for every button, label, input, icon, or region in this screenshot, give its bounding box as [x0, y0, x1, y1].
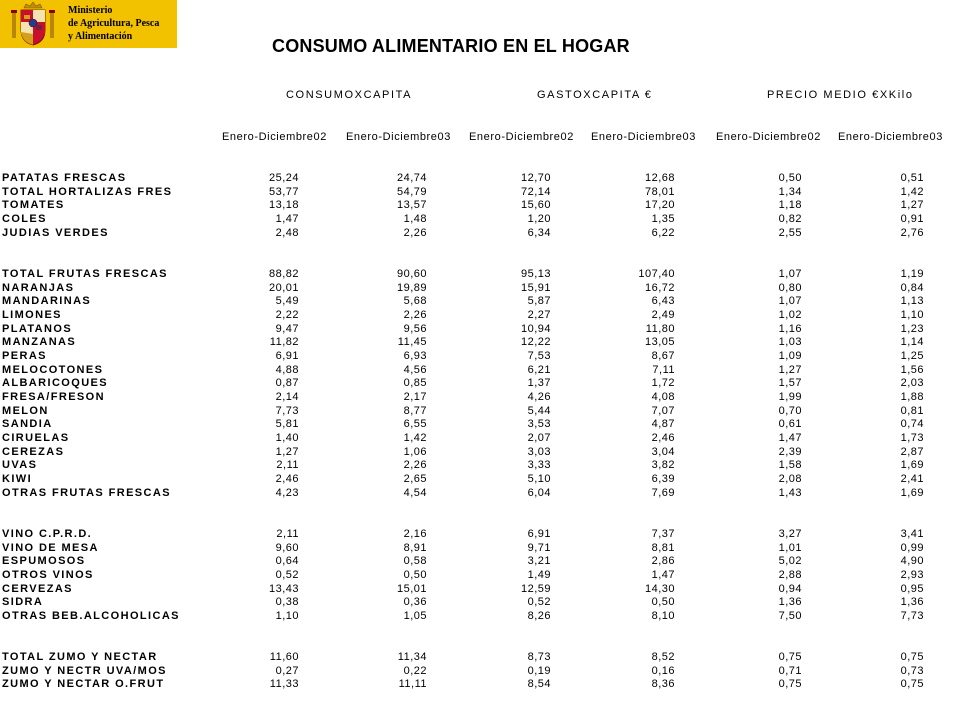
- ministry-name: Ministerio de Agricultura, Pesca y Alimentación: [68, 5, 160, 42]
- cell-value: 3,41: [900, 527, 924, 540]
- row-label: MELOCOTONES: [2, 363, 104, 376]
- row-label: PATATAS FRESCAS: [2, 172, 127, 184]
- cell-value: 0,36: [403, 596, 427, 609]
- cell-value: 0,99: [900, 541, 924, 554]
- cell-value: 2,76: [900, 226, 924, 239]
- cell-value: 0,75: [900, 651, 924, 664]
- cell-value: 2,46: [651, 432, 675, 445]
- cell-value: 4,87: [651, 418, 675, 431]
- cell-value: 2,86: [651, 555, 675, 568]
- cell-value: 0,61: [778, 418, 802, 431]
- table-row: [0, 418, 960, 432]
- cell-value: 53,77: [268, 185, 299, 198]
- table-row: [0, 405, 960, 419]
- cell-value: 13,43: [268, 582, 299, 595]
- page-title: CONSUMO ALIMENTARIO EN EL HOGAR: [272, 36, 630, 56]
- cell-value: 6,43: [651, 295, 675, 308]
- cell-value: 1,16: [778, 322, 802, 335]
- cell-value: 1,35: [651, 213, 675, 226]
- cell-value: 2,14: [275, 391, 299, 404]
- row-label: MANDARINAS: [2, 295, 92, 308]
- cell-value: 1,27: [275, 445, 299, 458]
- row-label: ALBARICOQUES: [2, 377, 109, 390]
- cell-value: 0,22: [403, 664, 427, 677]
- cell-value: 7,69: [651, 486, 675, 499]
- cell-value: 5,49: [275, 295, 299, 308]
- cell-value: 1,18: [778, 199, 802, 212]
- cell-value: 1,42: [900, 185, 924, 198]
- cell-value: 2,11: [276, 459, 299, 472]
- row-label: CERVEZAS: [2, 582, 73, 595]
- cell-value: 11,45: [397, 336, 427, 349]
- cell-value: 9,47: [275, 322, 299, 335]
- row-label: KIWI: [2, 473, 33, 486]
- cell-value: 1,07: [778, 267, 802, 280]
- cell-value: 1,47: [778, 432, 802, 445]
- cell-value: 3,82: [651, 459, 675, 472]
- table-row: [0, 282, 960, 296]
- cell-value: 24,74: [396, 172, 427, 184]
- row-label: TOTAL FRUTAS FRESCAS: [2, 267, 168, 280]
- row-label: MELON: [2, 404, 49, 417]
- cell-value: 1,02: [778, 308, 802, 321]
- table-row: [0, 227, 960, 241]
- cell-value: 7,53: [527, 349, 551, 362]
- table-row: [0, 295, 960, 309]
- cell-value: 1,69: [900, 486, 924, 499]
- cell-value: 0,70: [778, 404, 802, 417]
- table-row: [0, 377, 960, 391]
- cell-value: 1,19: [900, 267, 924, 280]
- cell-value: 5,10: [527, 473, 551, 486]
- cell-value: 1,25: [900, 349, 924, 362]
- cell-value: 6,55: [403, 418, 427, 431]
- cell-value: 11,11: [398, 678, 427, 691]
- table-row: [0, 268, 960, 282]
- cell-value: 1,03: [778, 336, 802, 349]
- cell-value: 13,57: [396, 199, 427, 212]
- section-spacer: [0, 240, 960, 267]
- column-header: Enero-Diciembre03: [346, 131, 451, 143]
- row-label: ZUMO Y NECTR UVA/MOS: [2, 664, 167, 677]
- table-row: [0, 610, 960, 624]
- row-label: VINO DE MESA: [2, 541, 99, 554]
- row-label: CEREZAS: [2, 445, 65, 458]
- cell-value: 2,27: [527, 308, 551, 321]
- cell-value: 1,99: [778, 391, 802, 404]
- cell-value: 95,13: [520, 267, 551, 280]
- cell-value: 7,50: [778, 610, 802, 623]
- row-label: UVAS: [2, 459, 38, 472]
- row-label: COLES: [2, 213, 47, 226]
- cell-value: 1,56: [900, 363, 924, 376]
- cell-value: 0,50: [651, 596, 675, 609]
- cell-value: 7,07: [651, 404, 675, 417]
- table-row: [0, 323, 960, 337]
- cell-value: 1,09: [778, 349, 802, 362]
- cell-value: 4,90: [900, 555, 924, 568]
- cell-value: 1,34: [778, 185, 802, 198]
- cell-value: 4,54: [403, 486, 427, 499]
- cell-value: 72,14: [520, 185, 551, 198]
- cell-value: 11,60: [269, 651, 299, 664]
- cell-value: 8,54: [527, 678, 551, 691]
- cell-value: 8,77: [403, 404, 427, 417]
- cell-value: 1,42: [403, 432, 427, 445]
- cell-value: 8,10: [651, 610, 675, 623]
- cell-value: 6,22: [651, 226, 675, 239]
- cell-value: 1,27: [778, 363, 802, 376]
- row-label: PERAS: [2, 349, 47, 362]
- cell-value: 16,72: [644, 281, 675, 294]
- cell-value: 8,67: [651, 349, 675, 362]
- cell-value: 15,60: [520, 199, 551, 212]
- cell-value: 2,16: [403, 527, 427, 540]
- ministry-logo: [0, 0, 177, 48]
- cell-value: 5,68: [403, 295, 427, 308]
- table-row: [0, 309, 960, 323]
- table-row: [0, 542, 960, 556]
- cell-value: 0,74: [900, 418, 924, 431]
- table-row: [0, 213, 960, 227]
- cell-value: 5,02: [778, 555, 802, 568]
- cell-value: 1,37: [527, 377, 551, 390]
- cell-value: 7,73: [275, 404, 299, 417]
- cell-value: 19,89: [396, 281, 427, 294]
- cell-value: 0,82: [778, 213, 802, 226]
- row-label: ZUMO Y NECTAR O.FRUT: [2, 678, 165, 691]
- row-label: OTRAS FRUTAS FRESCAS: [2, 486, 171, 499]
- row-label: PLATANOS: [2, 322, 73, 335]
- cell-value: 1,05: [403, 610, 427, 623]
- column-header: Enero-Diciembre02: [469, 131, 574, 143]
- cell-value: 12,22: [520, 336, 551, 349]
- cell-value: 0,84: [900, 281, 924, 294]
- cell-value: 1,13: [900, 295, 924, 308]
- cell-value: 15,01: [396, 582, 427, 595]
- cell-value: 1,01: [778, 541, 802, 554]
- cell-value: 0,75: [778, 651, 802, 664]
- cell-value: 0,51: [900, 172, 924, 184]
- cell-value: 3,33: [527, 459, 551, 472]
- row-label: TOTAL HORTALIZAS FRES: [2, 185, 173, 198]
- cell-value: 0,81: [900, 404, 924, 417]
- table-row: [0, 446, 960, 460]
- cell-value: 1,48: [403, 213, 427, 226]
- cell-value: 0,50: [403, 568, 427, 581]
- table-row: [0, 555, 960, 569]
- cell-value: 1,06: [403, 445, 427, 458]
- column-header: Enero-Diciembre02: [222, 131, 327, 143]
- cell-value: 13,18: [268, 199, 299, 212]
- cell-value: 54,79: [396, 185, 427, 198]
- row-label: TOTAL ZUMO Y NECTAR: [2, 651, 158, 664]
- cell-value: 1,40: [275, 432, 299, 445]
- table-row: [0, 487, 960, 501]
- cell-value: 1,88: [900, 391, 924, 404]
- cell-value: 3,21: [527, 555, 551, 568]
- cell-value: 0,85: [403, 377, 427, 390]
- column-header: Enero-Diciembre03: [591, 131, 696, 143]
- cell-value: 1,14: [900, 336, 924, 349]
- cell-value: 1,20: [527, 213, 551, 226]
- cell-value: 3,03: [527, 445, 551, 458]
- cell-value: 1,36: [778, 596, 802, 609]
- cell-value: 2,26: [403, 459, 427, 472]
- cell-value: 20,01: [268, 281, 299, 294]
- cell-value: 15,91: [520, 281, 551, 294]
- table-row: [0, 459, 960, 473]
- cell-value: 1,36: [900, 596, 924, 609]
- cell-value: 1,27: [900, 199, 924, 212]
- cell-value: 6,04: [527, 486, 551, 499]
- cell-value: 6,21: [527, 363, 551, 376]
- cell-value: 0,50: [778, 172, 802, 184]
- cell-value: 2,48: [275, 226, 299, 239]
- cell-value: 10,94: [520, 322, 551, 335]
- column-header: Enero-Diciembre02: [716, 131, 821, 143]
- cell-value: 1,72: [651, 377, 675, 390]
- cell-value: 11,82: [269, 336, 299, 349]
- cell-value: 2,26: [403, 308, 427, 321]
- table-row: [0, 391, 960, 405]
- cell-value: 1,23: [900, 322, 924, 335]
- cell-value: 2,55: [778, 226, 802, 239]
- cell-value: 0,75: [900, 678, 924, 691]
- table-row: [0, 596, 960, 610]
- cell-value: 6,91: [275, 349, 299, 362]
- cell-value: 1,57: [778, 377, 802, 390]
- row-label: SANDIA: [2, 418, 53, 431]
- cell-value: 2,93: [900, 568, 924, 581]
- cell-value: 2,26: [403, 226, 427, 239]
- cell-value: 0,75: [778, 678, 802, 691]
- cell-value: 0,95: [900, 582, 924, 595]
- cell-value: 9,71: [527, 541, 551, 554]
- cell-value: 0,64: [275, 555, 299, 568]
- cell-value: 4,26: [527, 391, 551, 404]
- cell-value: 5,44: [527, 404, 551, 417]
- row-label: ESPUMOSOS: [2, 555, 86, 568]
- cell-value: 8,26: [527, 610, 551, 623]
- cell-value: 2,46: [275, 473, 299, 486]
- cell-value: 4,08: [651, 391, 675, 404]
- cell-value: 4,88: [275, 363, 299, 376]
- cell-value: 2,49: [651, 308, 675, 321]
- cell-value: 5,81: [275, 418, 299, 431]
- cell-value: 1,07: [778, 295, 802, 308]
- cell-value: 1,47: [275, 213, 299, 226]
- cell-value: 0,80: [778, 281, 802, 294]
- cell-value: 2,03: [900, 377, 924, 390]
- cell-value: 9,56: [403, 322, 427, 335]
- cell-value: 8,52: [651, 651, 675, 664]
- table-row: [0, 583, 960, 597]
- cell-value: 7,11: [652, 363, 675, 376]
- cell-value: 1,49: [527, 568, 551, 581]
- cell-value: 78,01: [644, 185, 675, 198]
- cell-value: 1,43: [778, 486, 802, 499]
- cell-value: 1,58: [778, 459, 802, 472]
- table-row: [0, 336, 960, 350]
- cell-value: 0,38: [275, 596, 299, 609]
- group-header-gasto: GASTOXCAPITA €: [537, 89, 653, 101]
- row-label: OTROS VINOS: [2, 568, 94, 581]
- table-row: [0, 199, 960, 213]
- cell-value: 0,94: [778, 582, 802, 595]
- cell-value: 2,65: [403, 473, 427, 486]
- cell-value: 0,73: [900, 664, 924, 677]
- cell-value: 2,88: [778, 568, 802, 581]
- cell-value: 7,37: [651, 527, 675, 540]
- coat-of-arms-icon: [10, 2, 56, 46]
- cell-value: 8,91: [403, 541, 427, 554]
- cell-value: 0,58: [403, 555, 427, 568]
- cell-value: 0,19: [527, 664, 551, 677]
- row-label: SIDRA: [2, 596, 44, 609]
- cell-value: 107,40: [638, 267, 675, 280]
- table-row: [0, 678, 960, 692]
- cell-value: 8,73: [527, 651, 551, 664]
- row-label: VINO C.P.R.D.: [2, 527, 93, 540]
- cell-value: 2,11: [276, 527, 299, 540]
- cell-value: 0,91: [900, 213, 924, 226]
- group-header-consumo: CONSUMOXCAPITA: [286, 89, 413, 101]
- table-row: [0, 172, 960, 186]
- cell-value: 6,93: [403, 349, 427, 362]
- cell-value: 8,81: [651, 541, 675, 554]
- cell-value: 2,87: [900, 445, 924, 458]
- cell-value: 11,33: [269, 678, 299, 691]
- section-spacer: [0, 501, 960, 528]
- cell-value: 11,80: [645, 322, 675, 335]
- table-row: [0, 364, 960, 378]
- cell-value: 4,56: [403, 363, 427, 376]
- column-header: Enero-Diciembre03: [838, 131, 943, 143]
- cell-value: 0,52: [275, 568, 299, 581]
- cell-value: 2,22: [275, 308, 299, 321]
- cell-value: 14,30: [644, 582, 675, 595]
- table-row: [0, 186, 960, 200]
- cell-value: 17,20: [644, 199, 675, 212]
- cell-value: 0,71: [778, 664, 802, 677]
- cell-value: 90,60: [396, 267, 427, 280]
- cell-value: 88,82: [268, 267, 299, 280]
- cell-value: 5,87: [527, 295, 551, 308]
- cell-value: 8,36: [651, 678, 675, 691]
- cell-value: 0,27: [275, 664, 299, 677]
- table-row: [0, 651, 960, 665]
- row-label: FRESA/FRESON: [2, 391, 105, 404]
- cell-value: 2,17: [403, 391, 427, 404]
- table-row: [0, 350, 960, 364]
- table-row: [0, 665, 960, 679]
- table-row: [0, 528, 960, 542]
- data-table: [0, 172, 960, 692]
- row-label: OTRAS BEB.ALCOHOLICAS: [2, 610, 180, 623]
- cell-value: 0,16: [651, 664, 675, 677]
- cell-value: 1,10: [900, 308, 924, 321]
- section-spacer: [0, 624, 960, 651]
- cell-value: 12,59: [520, 582, 551, 595]
- cell-value: 3,27: [778, 527, 802, 540]
- cell-value: 13,05: [644, 336, 675, 349]
- cell-value: 4,23: [275, 486, 299, 499]
- cell-value: 2,39: [778, 445, 802, 458]
- cell-value: 6,91: [527, 527, 551, 540]
- row-label: CIRUELAS: [2, 432, 70, 445]
- cell-value: 12,68: [644, 172, 675, 184]
- cell-value: 1,69: [900, 459, 924, 472]
- cell-value: 9,60: [275, 541, 299, 554]
- cell-value: 12,70: [520, 172, 551, 184]
- cell-value: 2,07: [527, 432, 551, 445]
- row-label: MANZANAS: [2, 336, 77, 349]
- row-label: JUDIAS VERDES: [2, 226, 109, 239]
- table-row: [0, 432, 960, 446]
- row-label: LIMONES: [2, 308, 62, 321]
- table-row: [0, 569, 960, 583]
- cell-value: 6,34: [527, 226, 551, 239]
- cell-value: 11,34: [397, 651, 427, 664]
- cell-value: 1,47: [651, 568, 675, 581]
- cell-value: 1,10: [275, 610, 299, 623]
- cell-value: 0,87: [275, 377, 299, 390]
- table-row: [0, 473, 960, 487]
- cell-value: 1,73: [900, 432, 924, 445]
- cell-value: 25,24: [268, 172, 299, 184]
- cell-value: 3,04: [651, 445, 675, 458]
- cell-value: 6,39: [651, 473, 675, 486]
- group-header-precio: PRECIO MEDIO €XKilo: [767, 89, 914, 101]
- cell-value: 2,41: [900, 473, 924, 486]
- cell-value: 0,52: [527, 596, 551, 609]
- cell-value: 2,08: [778, 473, 802, 486]
- row-label: NARANJAS: [2, 281, 75, 294]
- cell-value: 7,73: [900, 610, 924, 623]
- cell-value: 3,53: [527, 418, 551, 431]
- row-label: TOMATES: [2, 199, 65, 212]
